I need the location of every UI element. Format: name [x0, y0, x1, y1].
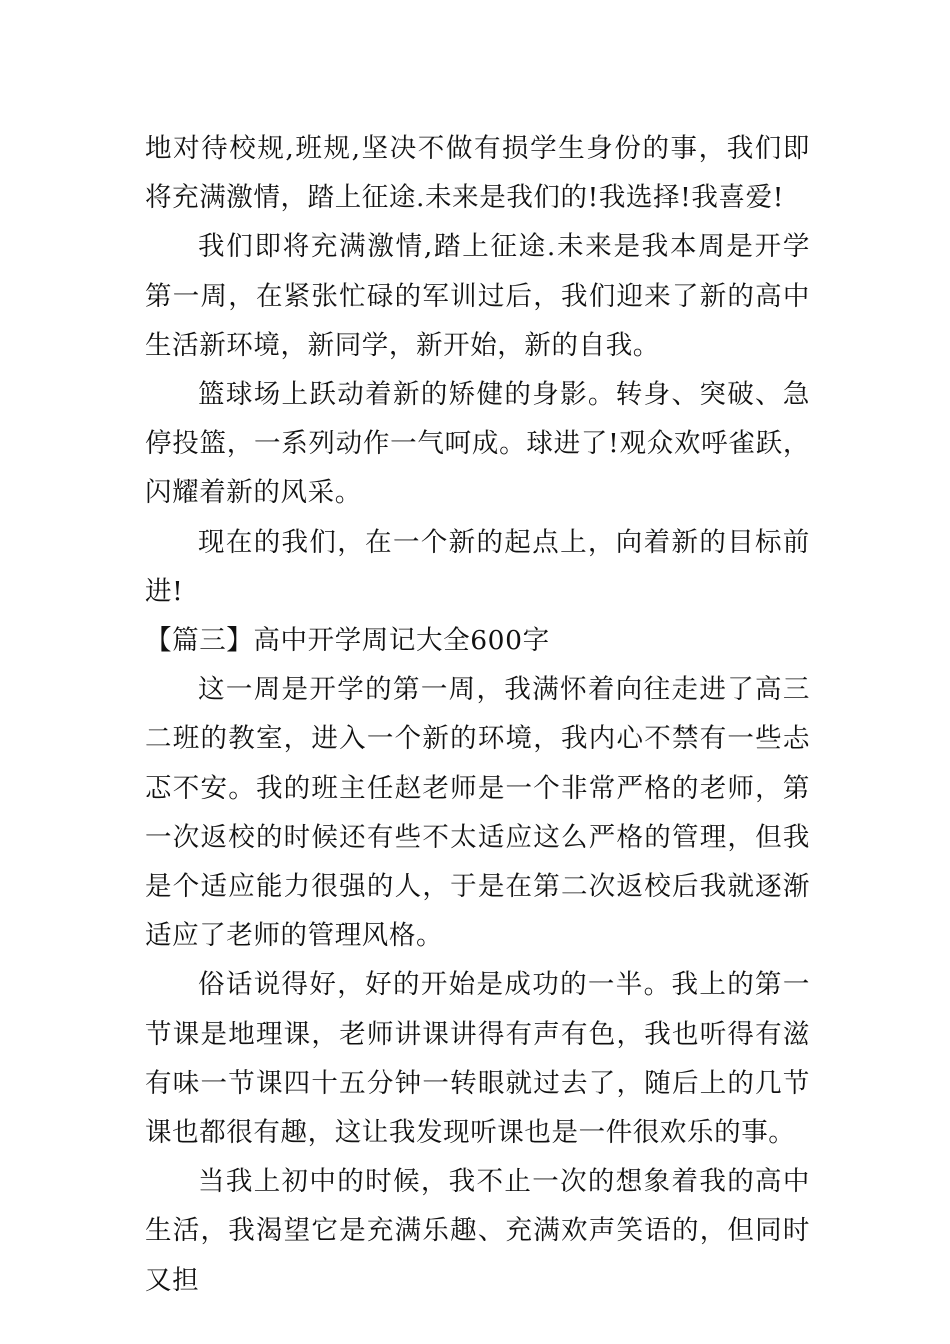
section-heading: 【篇三】高中开学周记大全600字 [145, 625, 550, 657]
paragraph-6: 俗话说得好，好的开始是成功的一半。我上的第一节课是地理课，老师讲课讲得有声有色，我也听得有滋有味一节课四十五分钟一转眼就过去了，随后上的几节课也都很有趣，这让我发现听课也是一件很欢乐的事。 [145, 969, 810, 1149]
paragraph-4: 现在的我们，在一个新的起点上，向着新的目标前进! [145, 526, 810, 607]
paragraph-3: 篮球场上跃动着新的矫健的身影。转身、突破、急停投篮，一系列动作一气呵成。球进了!观众欢呼雀跃，闪耀着新的风采。 [145, 379, 810, 509]
paragraph-7: 当我上初中的时候，我不止一次的想象着我的高中生活，我渴望它是充满乐趣、充满欢声笑语的，但同时又担 [145, 1166, 810, 1296]
document-body [145, 124, 810, 1305]
paragraph-1: 地对待校规,班规,坚决不做有损学生身份的事，我们即将充满激情，踏上征途.未来是我们的!我选择!我喜爱! [145, 133, 810, 214]
paragraph-2: 我们即将充满激情,踏上征途.未来是我本周是开学第一周，在紧张忙碌的军训过后，我们迎来了新的高中生活新环境，新同学，新开始，新的自我。 [145, 231, 810, 361]
paragraph-5: 这一周是开学的第一周，我满怀着向往走进了高三二班的教室，进入一个新的环境，我内心不禁有一些忐忑不安。我的班主任赵老师是一个非常严格的老师，第一次返校的时候还有些不太适应这么严格的管理，但我是个适应能力很强的人，于是在第二次返校后我就逐渐适应了老师的管理风格。 [145, 674, 810, 952]
